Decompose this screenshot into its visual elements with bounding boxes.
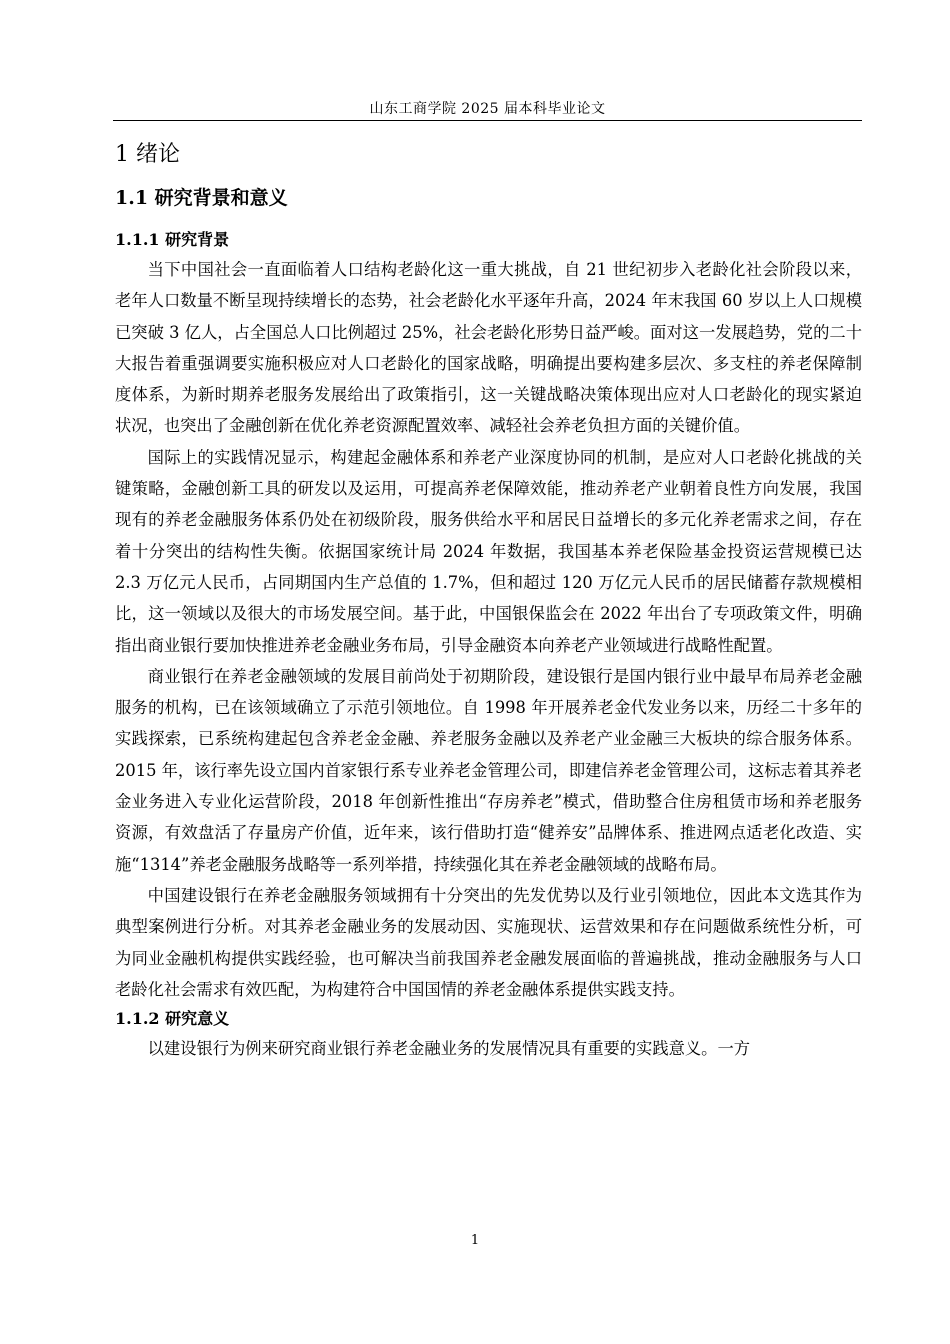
running-header: 山东工商学院 2025 届本科毕业论文	[369, 101, 606, 117]
paragraph-background-3: 商业银行在养老金融领域的发展目前尚处于初期阶段，建设银行是国内银行业中最早布局养老金融服务的机构，已在该领域确立了示范引领地位。自 1998 年开展养老金代发业务以来，历经二十多年的实践探索，已系统构建起包含养老金金融、养老服务金融以及养老产业金融三大板块的综合服务体系。2015 年，该行率先设立国内首家银行系专业养老金管理公司，即建信养老金管理公司，这标志着其养老金业务进入专业化运营阶段，2018 年创新性推出“存房养老”模式，借助整合住房租赁市场和养老服务资源，有效盘活了存量房产价值，近年来，该行借助打造“健养安”品牌体系、推进网点适老化改造、实施“1314”养老金融服务战略等一系列举措，持续强化其在养老金融领域的战略布局。	[115, 666, 862, 874]
paragraph-significance-1: 以建设银行为例来研究商业银行养老金融业务的发展情况具有重要的实践意义。一方	[147, 1039, 751, 1059]
chapter-title: 1 绪论	[115, 142, 180, 167]
subsection-title-background: 1.1.1 研究背景	[115, 230, 230, 249]
page-body	[115, 138, 862, 1064]
subsection-title-significance: 1.1.2 研究意义	[115, 1009, 230, 1029]
paragraph-background-1: 当下中国社会一直面临着人口结构老龄化这一重大挑战，自 21 世纪初步入老龄化社会阶段以来，老年人口数量不断呈现持续增长的态势，社会老龄化水平逐年升高，2024 年末我国 60 岁以上人口规模已突破 3 亿人，占全国总人口比例超过 25%，社会老龄化形势日益严峻。面对这一发展趋势，党的二十大报告着重强调要实施积极应对人口老龄化的国家战略，明确提出要构建多层次、多支柱的养老保障制度体系，为新时期养老服务发展给出了政策指引，这一关键战略决策体现出应对人口老龄化的现实紧迫状况，也突出了金融创新在优化养老资源配置效率、减轻社会养老负担方面的关键价值。	[115, 260, 862, 436]
paragraph-background-4: 中国建设银行在养老金融服务领域拥有十分突出的先发优势以及行业引领地位，因此本文选其作为典型案例进行分析。对其养老金融业务的发展动因、实施现状、运营效果和存在问题做系统性分析，可为同业金融机构提供实践经验，也可解决当前我国养老金融发展面临的普遍挑战，推动金融服务与人口老龄化社会需求有效匹配，为构建符合中国国情的养老金融体系提供实践支持。	[115, 885, 862, 999]
section-title: 1.1 研究背景和意义	[115, 187, 288, 209]
header-rule	[113, 120, 862, 121]
paragraph-background-2: 国际上的实践情况显示，构建起金融体系和养老产业深度协同的机制，是应对人口老龄化挑战的关键策略，金融创新工具的研发以及运用，可提高养老保障效能，推动养老产业朝着良性方向发展，我国现有的养老金融服务体系仍处在初级阶段，服务供给水平和居民日益增长的多元化养老需求之间，存在着十分突出的结构性失衡。依据国家统计局 2024 年数据，我国基本养老保险基金投资运营规模已达 2.3 万亿元人民币，占同期国内生产总值的 1.7%，但和超过 120 万亿元人民币的居民储蓄存款规模相比，这一领域以及很大的市场发展空间。基于此，中国银保监会在 2022 年出台了专项政策文件，明确指出商业银行要加快推进养老金融业务布局，引导金融资本向养老产业领域进行战略性配置。	[115, 447, 862, 655]
page-number: 1	[470, 1233, 480, 1248]
